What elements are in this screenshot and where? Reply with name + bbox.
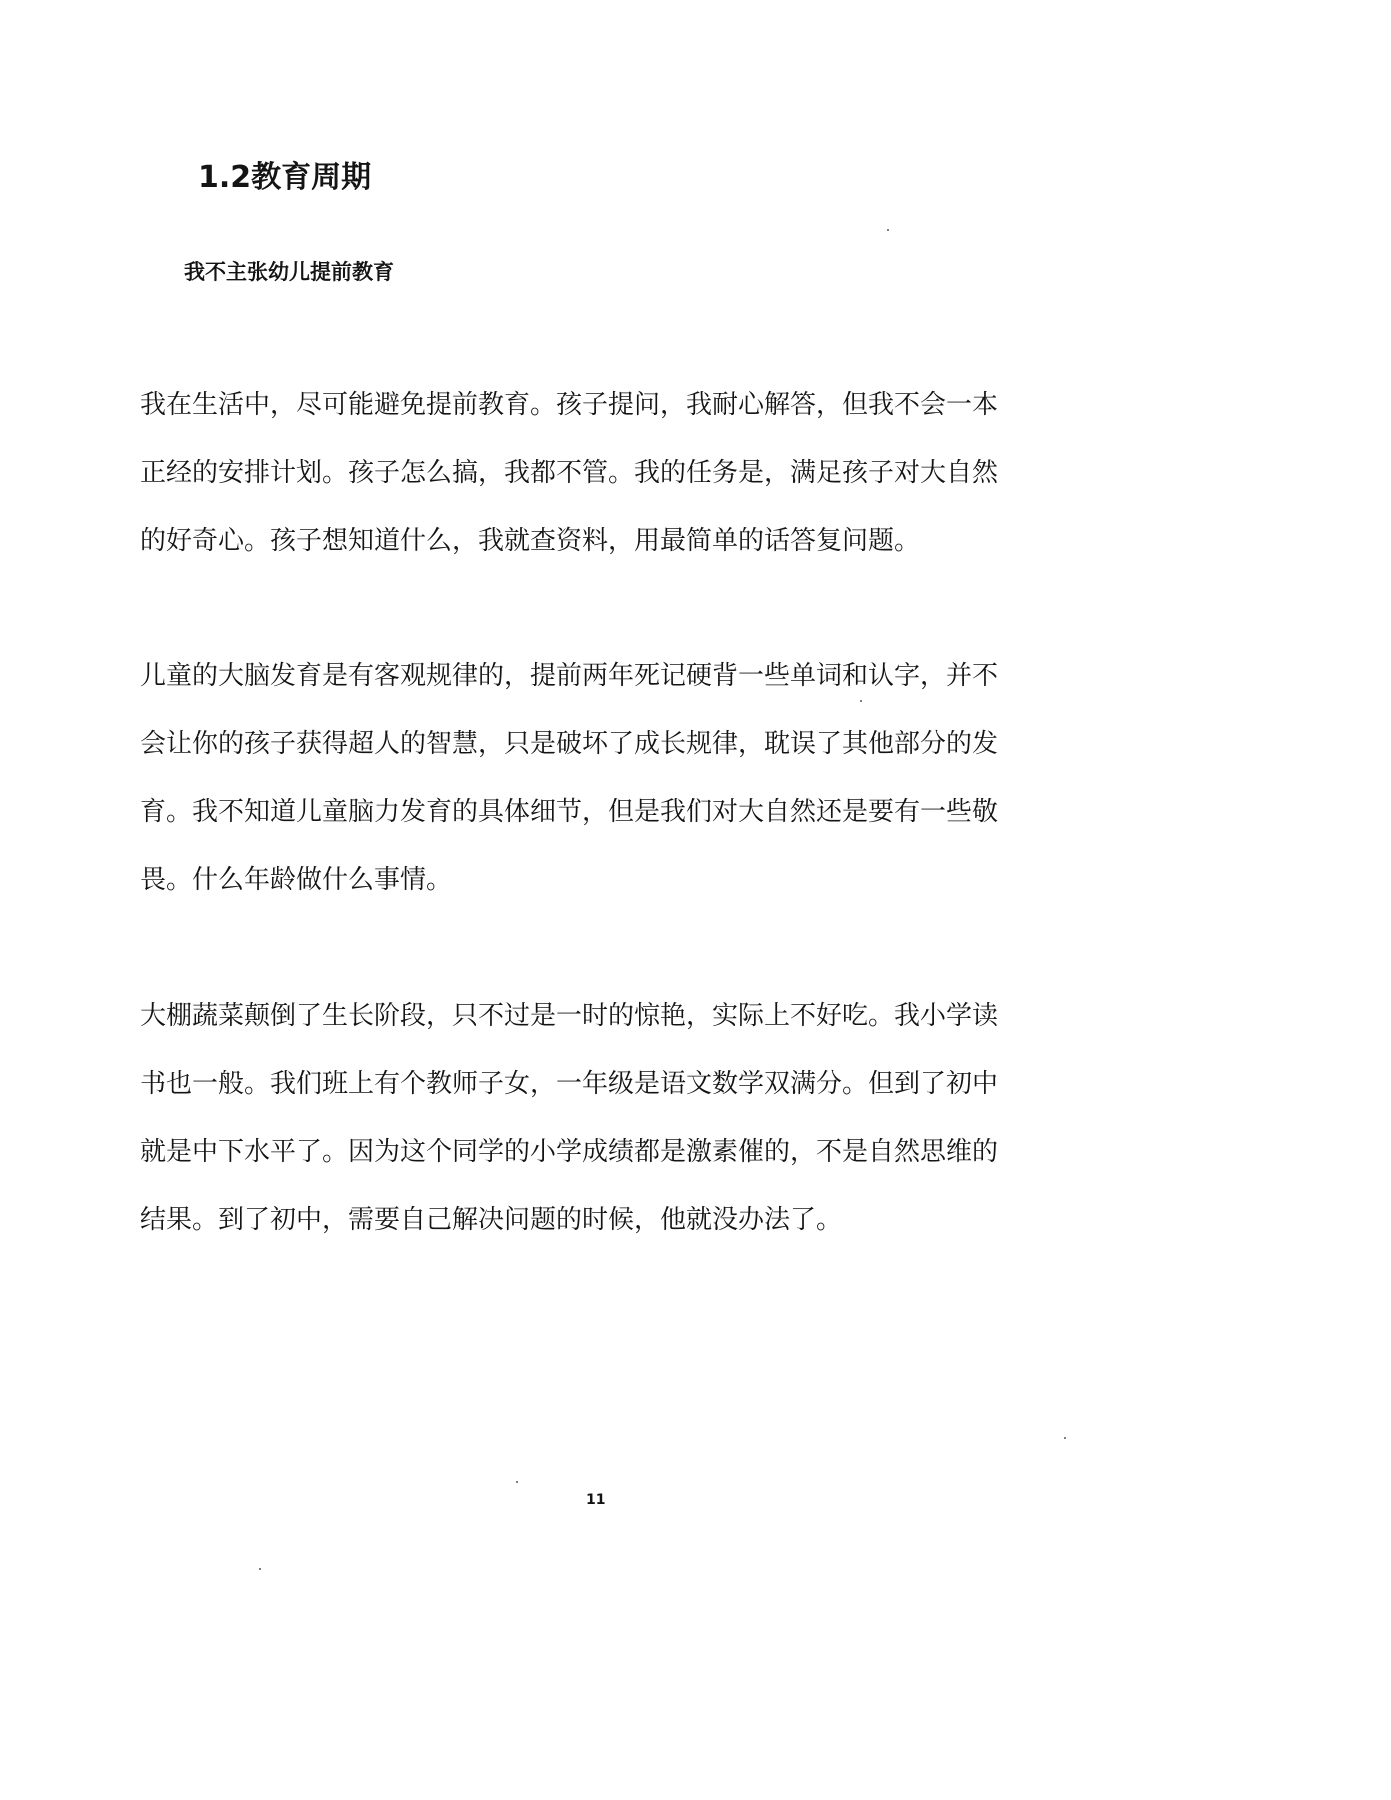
paragraph-line: 就是中下水平了。因为这个同学的小学成绩都是激素催的，不是自然思维的 xyxy=(140,1137,999,1167)
paragraph-line: 育。我不知道儿童脑力发育的具体细节，但是我们对大自然还是要有一些敬 xyxy=(140,797,999,827)
paragraph-line: 大棚蔬菜颠倒了生长阶段，只不过是一时的惊艳，实际上不好吃。我小学读 xyxy=(140,1001,999,1031)
scan-speck xyxy=(259,1568,261,1570)
scan-speck xyxy=(516,1481,518,1483)
paragraph-3 xyxy=(140,982,1020,1254)
paragraph-line: 书也一般。我们班上有个教师子女，一年级是语文数学双满分。但到了初中 xyxy=(140,1069,999,1099)
scan-speck xyxy=(860,700,862,702)
paragraph-line: 畏。什么年龄做什么事情。 xyxy=(140,865,453,895)
section-subtitle: 我不主张幼儿提前教育 xyxy=(184,260,394,284)
paragraph-line: 正经的安排计划。孩子怎么搞，我都不管。我的任务是，满足孩子对大自然 xyxy=(140,458,999,488)
paragraph-line: 我在生活中，尽可能避免提前教育。孩子提问，我耐心解答，但我不会一本 xyxy=(140,390,999,420)
paragraph-line: 会让你的孩子获得超人的智慧，只是破坏了成长规律，耽误了其他部分的发 xyxy=(140,729,999,759)
paragraph-line: 结果。到了初中，需要自己解决问题的时候，他就没办法了。 xyxy=(140,1205,843,1235)
paragraph-line: 儿童的大脑发育是有客观规律的，提前两年死记硬背一些单词和认字，并不 xyxy=(140,661,999,691)
scan-speck xyxy=(1064,1437,1066,1439)
scan-speck xyxy=(887,229,889,231)
page-number: 11 xyxy=(586,1492,606,1508)
paragraph-1 xyxy=(140,371,1020,575)
section-title: 1.2教育周期 xyxy=(198,160,372,195)
paragraph-2 xyxy=(140,642,1020,914)
paragraph-line: 的好奇心。孩子想知道什么，我就查资料，用最简单的话答复问题。 xyxy=(140,526,921,556)
